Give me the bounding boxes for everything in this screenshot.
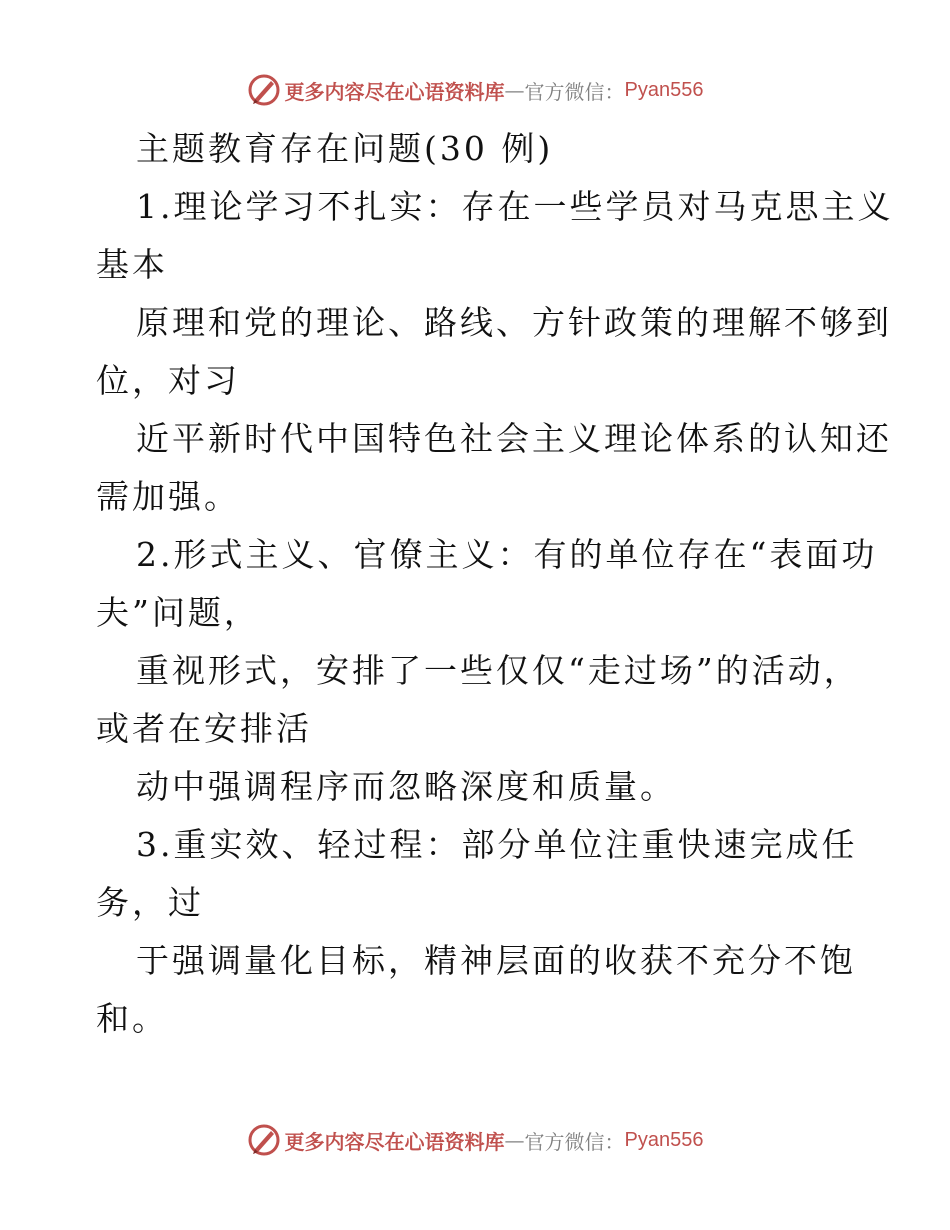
text-line: 夫”问题， bbox=[96, 593, 260, 632]
text-line: 重视形式，安排了一些仅仅“走过场”的活动， bbox=[136, 651, 860, 690]
pen-logo-icon bbox=[247, 73, 281, 107]
watermark-dash: — bbox=[504, 1128, 525, 1152]
text-line: 和。 bbox=[96, 999, 168, 1038]
text-line: 近平新时代中国特色社会主义理论体系的认知还 bbox=[136, 419, 892, 458]
text-line: 或者在安排活 bbox=[96, 709, 312, 748]
text-line: 2.形式主义、官僚主义：有的单位存在“表面功 bbox=[136, 535, 878, 574]
watermark-wechat-id: Pyan556 bbox=[624, 1128, 704, 1151]
document-title: 主题教育存在问题(30 例) bbox=[136, 129, 554, 168]
text-line: 基本 bbox=[96, 245, 168, 284]
text-line: 位，对习 bbox=[96, 361, 240, 400]
watermark-dash: — bbox=[504, 78, 525, 102]
header-watermark bbox=[0, 70, 950, 110]
text-line: 于强调量化目标，精神层面的收获不充分不饱 bbox=[136, 941, 856, 980]
watermark-wechat-id: Pyan556 bbox=[624, 78, 704, 101]
footer-watermark bbox=[0, 1120, 950, 1160]
text-line: 需加强。 bbox=[96, 477, 240, 516]
text-line: 原理和党的理论、路线、方针政策的理解不够到 bbox=[136, 303, 892, 342]
text-line: 务，过 bbox=[96, 883, 204, 922]
watermark-brand-text: 更多内容尽在心语资料库 bbox=[284, 79, 505, 104]
watermark-wechat-label: 官方微信： bbox=[524, 79, 625, 104]
watermark-brand-text: 更多内容尽在心语资料库 bbox=[284, 1129, 505, 1154]
watermark-wechat-label: 官方微信： bbox=[524, 1129, 625, 1154]
document-body bbox=[96, 120, 894, 1048]
text-line: 3.重实效、轻过程：部分单位注重快速完成任 bbox=[136, 825, 858, 864]
text-line: 动中强调程序而忽略深度和质量。 bbox=[136, 767, 676, 806]
text-line: 1.理论学习不扎实：存在一些学员对马克思主义 bbox=[136, 187, 894, 226]
pen-logo-icon bbox=[247, 1123, 281, 1157]
